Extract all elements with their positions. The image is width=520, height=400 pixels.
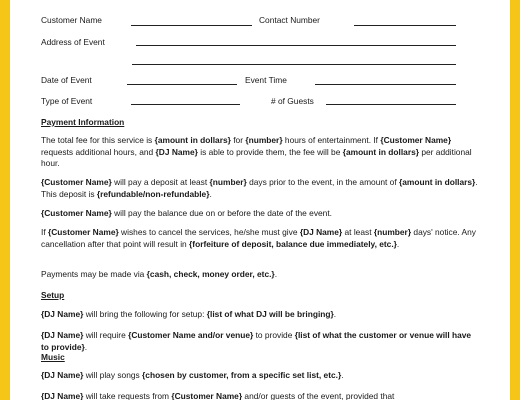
- date-label: Date of Event: [41, 75, 92, 85]
- customer-name-label: Customer Name: [41, 15, 102, 25]
- contact-number-field[interactable]: [354, 25, 456, 26]
- payment-fee-paragraph: The total fee for this service is {amount in dollars} for {number} hours of entertainment. If {Customer Name} requests additional hours, and {DJ Name} is able to provide them, the fee will be {amount in dollars} per additional hour.: [41, 135, 472, 168]
- payment-heading: Payment Information: [41, 117, 125, 127]
- contact-number-label: Contact Number: [259, 15, 320, 25]
- event-time-label: Event Time: [245, 75, 287, 85]
- event-time-field[interactable]: [315, 84, 456, 85]
- address-field-line-2[interactable]: [132, 64, 456, 65]
- payment-cancel-paragraph: If {Customer Name} wishes to cancel the services, he/she must give {DJ Name} at least {number} days' notice. Any cancellation after that point will result in {forfeiture of deposit, balance due immediately, etc.}.: [41, 227, 476, 249]
- payment-methods-paragraph: Payments may be made via {cash, check, money order, etc.}.: [41, 269, 278, 279]
- address-field-line-1[interactable]: [136, 45, 456, 46]
- music-songs-paragraph: {DJ Name} will play songs {chosen by customer, from a specific set list, etc.}.: [41, 370, 344, 380]
- music-heading: Music: [41, 352, 65, 362]
- type-label: Type of Event: [41, 96, 93, 106]
- music-requests-paragraph: {DJ Name} will take requests from {Customer Name} and/or guests of the event, provided that: [41, 391, 395, 400]
- payment-balance-paragraph: {Customer Name} will pay the balance due on or before the date of the event.: [41, 208, 332, 218]
- setup-bring-paragraph: {DJ Name} will bring the following for setup: {list of what DJ will be bringing}.: [41, 309, 337, 319]
- customer-name-field[interactable]: [131, 25, 252, 26]
- type-field[interactable]: [131, 104, 240, 105]
- address-label: Address of Event: [41, 37, 105, 47]
- setup-heading: Setup: [41, 290, 65, 300]
- document-page: [10, 0, 510, 400]
- setup-require-paragraph: {DJ Name} will require {Customer Name and/or venue} to provide {list of what the customer or venue will have to provide}.: [41, 330, 472, 352]
- payment-deposit-paragraph: {Customer Name} will pay a deposit at least {number} days prior to the event, in the amount of {amount in dollars}. This deposit is {refundable/non-refundable}.: [41, 177, 478, 199]
- guests-label: # of Guests: [271, 96, 314, 106]
- guests-field[interactable]: [326, 104, 456, 105]
- date-field[interactable]: [127, 84, 237, 85]
